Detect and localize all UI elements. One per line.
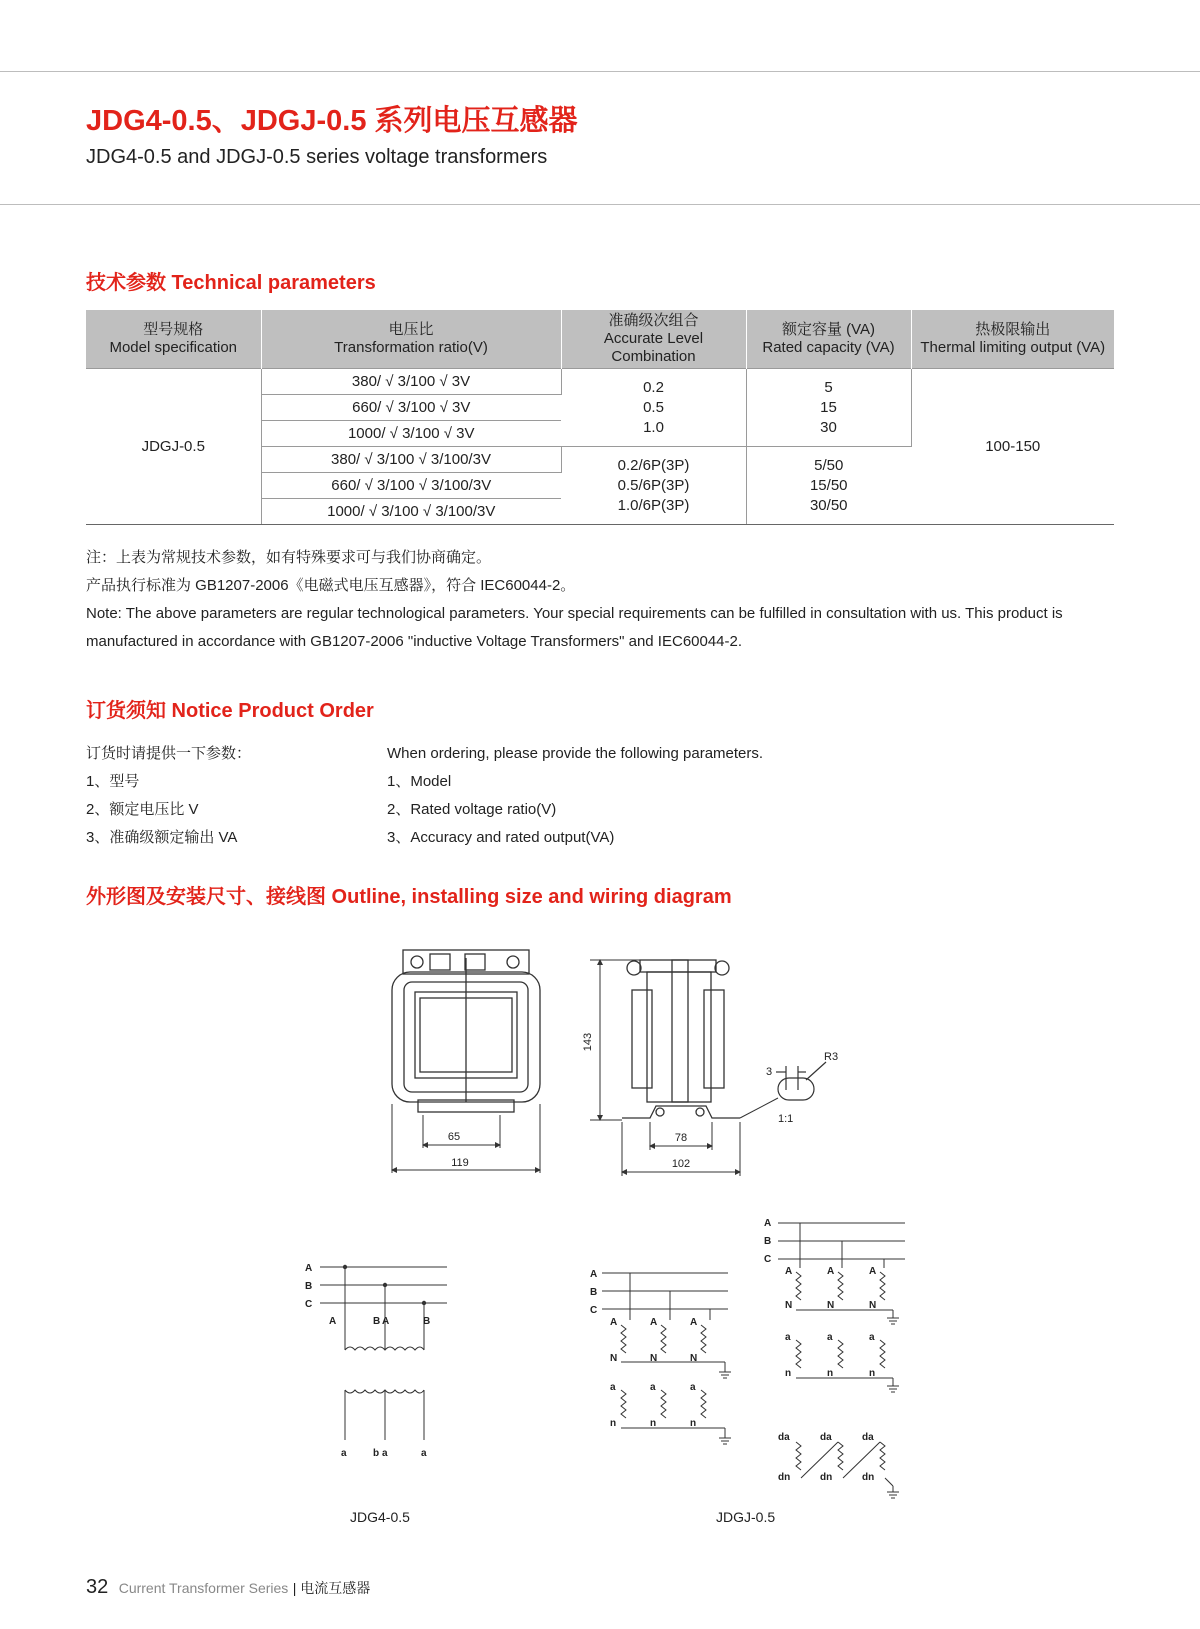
note-line-cn1: 注：上表为常规技术参数，如有特殊要求可与我们协商确定。 <box>86 549 492 566</box>
col-header-ratio: 电压比 Transformation ratio(V) <box>261 310 561 369</box>
front-view-drawing <box>392 950 540 1112</box>
tech-heading: 技术参数 Technical parameters <box>86 272 376 294</box>
outline-heading: 外形图及安装尺寸、接线图 Outline, installing size and wiring diagram <box>86 886 732 908</box>
jdgj3-phase-c: C <box>764 1254 772 1265</box>
jdg4-term: B <box>373 1316 381 1327</box>
list-item: 1、型号 <box>86 773 140 790</box>
jdgj3-term: a <box>827 1332 833 1343</box>
ratio-cell: 1000/ √ 3/100 √ 3V <box>261 421 561 447</box>
jdgj-wiring-left <box>602 1273 731 1444</box>
accuracy-group1: 0.2 0.5 1.0 <box>561 369 746 447</box>
jdgj3-term: A <box>827 1266 835 1277</box>
jdgj-term: a <box>650 1382 656 1393</box>
list-item: 3、Accuracy and rated output(VA) <box>387 829 615 846</box>
jdgj-term: N <box>610 1353 618 1364</box>
jdg4-term: A <box>382 1316 390 1327</box>
jdgj3-term: N <box>785 1300 793 1311</box>
capacity-group1: 5 15 30 <box>746 369 911 447</box>
col-header-accuracy: 准确级次组合 Accurate Level Combination <box>561 310 746 369</box>
model-cell: JDGJ-0.5 <box>86 369 261 525</box>
jdgj-term: a <box>690 1382 696 1393</box>
jdg4-term: a <box>341 1448 347 1459</box>
scale-label: 1:1 <box>778 1113 794 1125</box>
list-item: 2、Rated voltage ratio(V) <box>387 801 557 818</box>
jdg4-phase-c: C <box>305 1299 313 1310</box>
jdgj-phase-b: B <box>590 1287 598 1298</box>
jdg4-phase-b: B <box>305 1281 313 1292</box>
dim-78: 78 <box>674 1132 688 1144</box>
jdgj3-term: n <box>869 1368 876 1379</box>
capacity-group2: 5/50 15/50 30/50 <box>746 447 911 525</box>
jdgj3-term: dn <box>820 1472 833 1483</box>
col-header-model: 型号规格 Model specification <box>86 310 261 369</box>
jdgj-wiring-right <box>778 1223 905 1498</box>
jdgj-phase-c: C <box>590 1305 598 1316</box>
ratio-cell: 380/ √ 3/100 √ 3V <box>261 369 561 395</box>
dim-r3: R3 <box>824 1051 839 1063</box>
dim-3: 3 <box>766 1066 773 1078</box>
ratio-cell: 660/ √ 3/100 √ 3/100/3V <box>261 473 561 499</box>
jdgj3-term: n <box>827 1368 834 1379</box>
footer-series-cn: 电流互感器 <box>300 1580 371 1596</box>
accuracy-group2: 0.2/6P(3P) 0.5/6P(3P) 1.0/6P(3P) <box>561 447 746 525</box>
page-number: 32 <box>86 1576 109 1598</box>
dim-65: 65 <box>447 1131 461 1143</box>
jdgj3-term: a <box>785 1332 791 1343</box>
side-view-drawing <box>622 960 740 1118</box>
col-header-capacity: 额定容量 (VA) Rated capacity (VA) <box>746 310 911 369</box>
jdgj-term: A <box>690 1317 698 1328</box>
jdgj3-term: N <box>827 1300 835 1311</box>
note-line-cn2: 产品执行标准为 GB1207-2006《电磁式电压互感器》，符合 IEC60044-2。 <box>86 577 576 594</box>
jdgj-phase-a: A <box>590 1269 598 1280</box>
jdgj3-term: dn <box>778 1472 791 1483</box>
list-item: 订货时请提供一下参数： <box>86 745 252 762</box>
ratio-cell: 1000/ √ 3/100 √ 3/100/3V <box>261 499 561 525</box>
jdgj3-term: A <box>785 1266 793 1277</box>
list-item: 2、额定电压比 V <box>86 801 199 818</box>
ratio-cell: 380/ √ 3/100 √ 3/100/3V <box>261 447 561 473</box>
jdgj3-term: da <box>820 1432 832 1443</box>
jdg4-term: B <box>423 1316 431 1327</box>
footer-series-en: Current Transformer Series <box>118 1580 289 1596</box>
jdg4-term: a <box>421 1448 427 1459</box>
jdgj3-term: N <box>869 1300 877 1311</box>
page-subtitle: JDG4-0.5 and JDGJ-0.5 series voltage transformers <box>86 146 548 168</box>
jdg4-term: b <box>373 1448 380 1459</box>
jdg4-term: a <box>382 1448 388 1459</box>
jdgj-term: N <box>690 1353 698 1364</box>
dim-143: 143 <box>582 1032 594 1052</box>
jdgj-term: N <box>650 1353 658 1364</box>
page-footer <box>86 1576 370 1599</box>
jdgj3-term: da <box>862 1432 874 1443</box>
caption-jdg4: JDG4-0.5 <box>350 1509 410 1525</box>
dim-119: 119 <box>451 1157 469 1169</box>
jdgj-term: n <box>650 1418 657 1429</box>
jdgj-term: A <box>650 1317 658 1328</box>
jdgj3-term: da <box>778 1432 790 1443</box>
jdg4-term: A <box>329 1316 337 1327</box>
list-item: 3、准确级额定输出 VA <box>86 829 238 846</box>
jdgj-term: n <box>610 1418 617 1429</box>
ratio-cell: 660/ √ 3/100 √ 3V <box>261 395 561 421</box>
footer-separator: | <box>292 1580 301 1596</box>
jdgj3-term: dn <box>862 1472 875 1483</box>
jdg4-phase-a: A <box>305 1263 313 1274</box>
jdgj3-term: a <box>869 1332 875 1343</box>
jdgj3-term: A <box>869 1266 877 1277</box>
slot-detail-drawing <box>776 1062 826 1100</box>
jdgj3-term: n <box>785 1368 792 1379</box>
jdgj-term: n <box>690 1418 697 1429</box>
list-item: When ordering, please provide the following parameters. <box>387 745 764 762</box>
note-line-en: Note: The above parameters are regular technological parameters. Your special requirements can be fulfilled in consultation with us. This product is manufactured in accordance with GB1207-2006 "inductive Voltage Transformers" and IEC60044-2. <box>86 605 1063 650</box>
order-heading: 订货须知 Notice Product Order <box>86 700 374 722</box>
jdg4-wiring <box>320 1267 447 1440</box>
caption-jdgj: JDGJ-0.5 <box>716 1509 776 1525</box>
jdgj3-phase-a: A <box>764 1218 772 1229</box>
jdgj-term: a <box>610 1382 616 1393</box>
dim-102: 102 <box>671 1158 691 1170</box>
page-title: JDG4-0.5、JDGJ-0.5 系列电压互感器 <box>86 105 578 137</box>
jdgj-term: A <box>610 1317 618 1328</box>
list-item: 1、Model <box>387 773 452 790</box>
jdgj3-phase-b: B <box>764 1236 772 1247</box>
thermal-cell: 100-150 <box>911 369 1114 525</box>
col-header-thermal: 热极限输出 Thermal limiting output (VA) <box>911 310 1114 369</box>
